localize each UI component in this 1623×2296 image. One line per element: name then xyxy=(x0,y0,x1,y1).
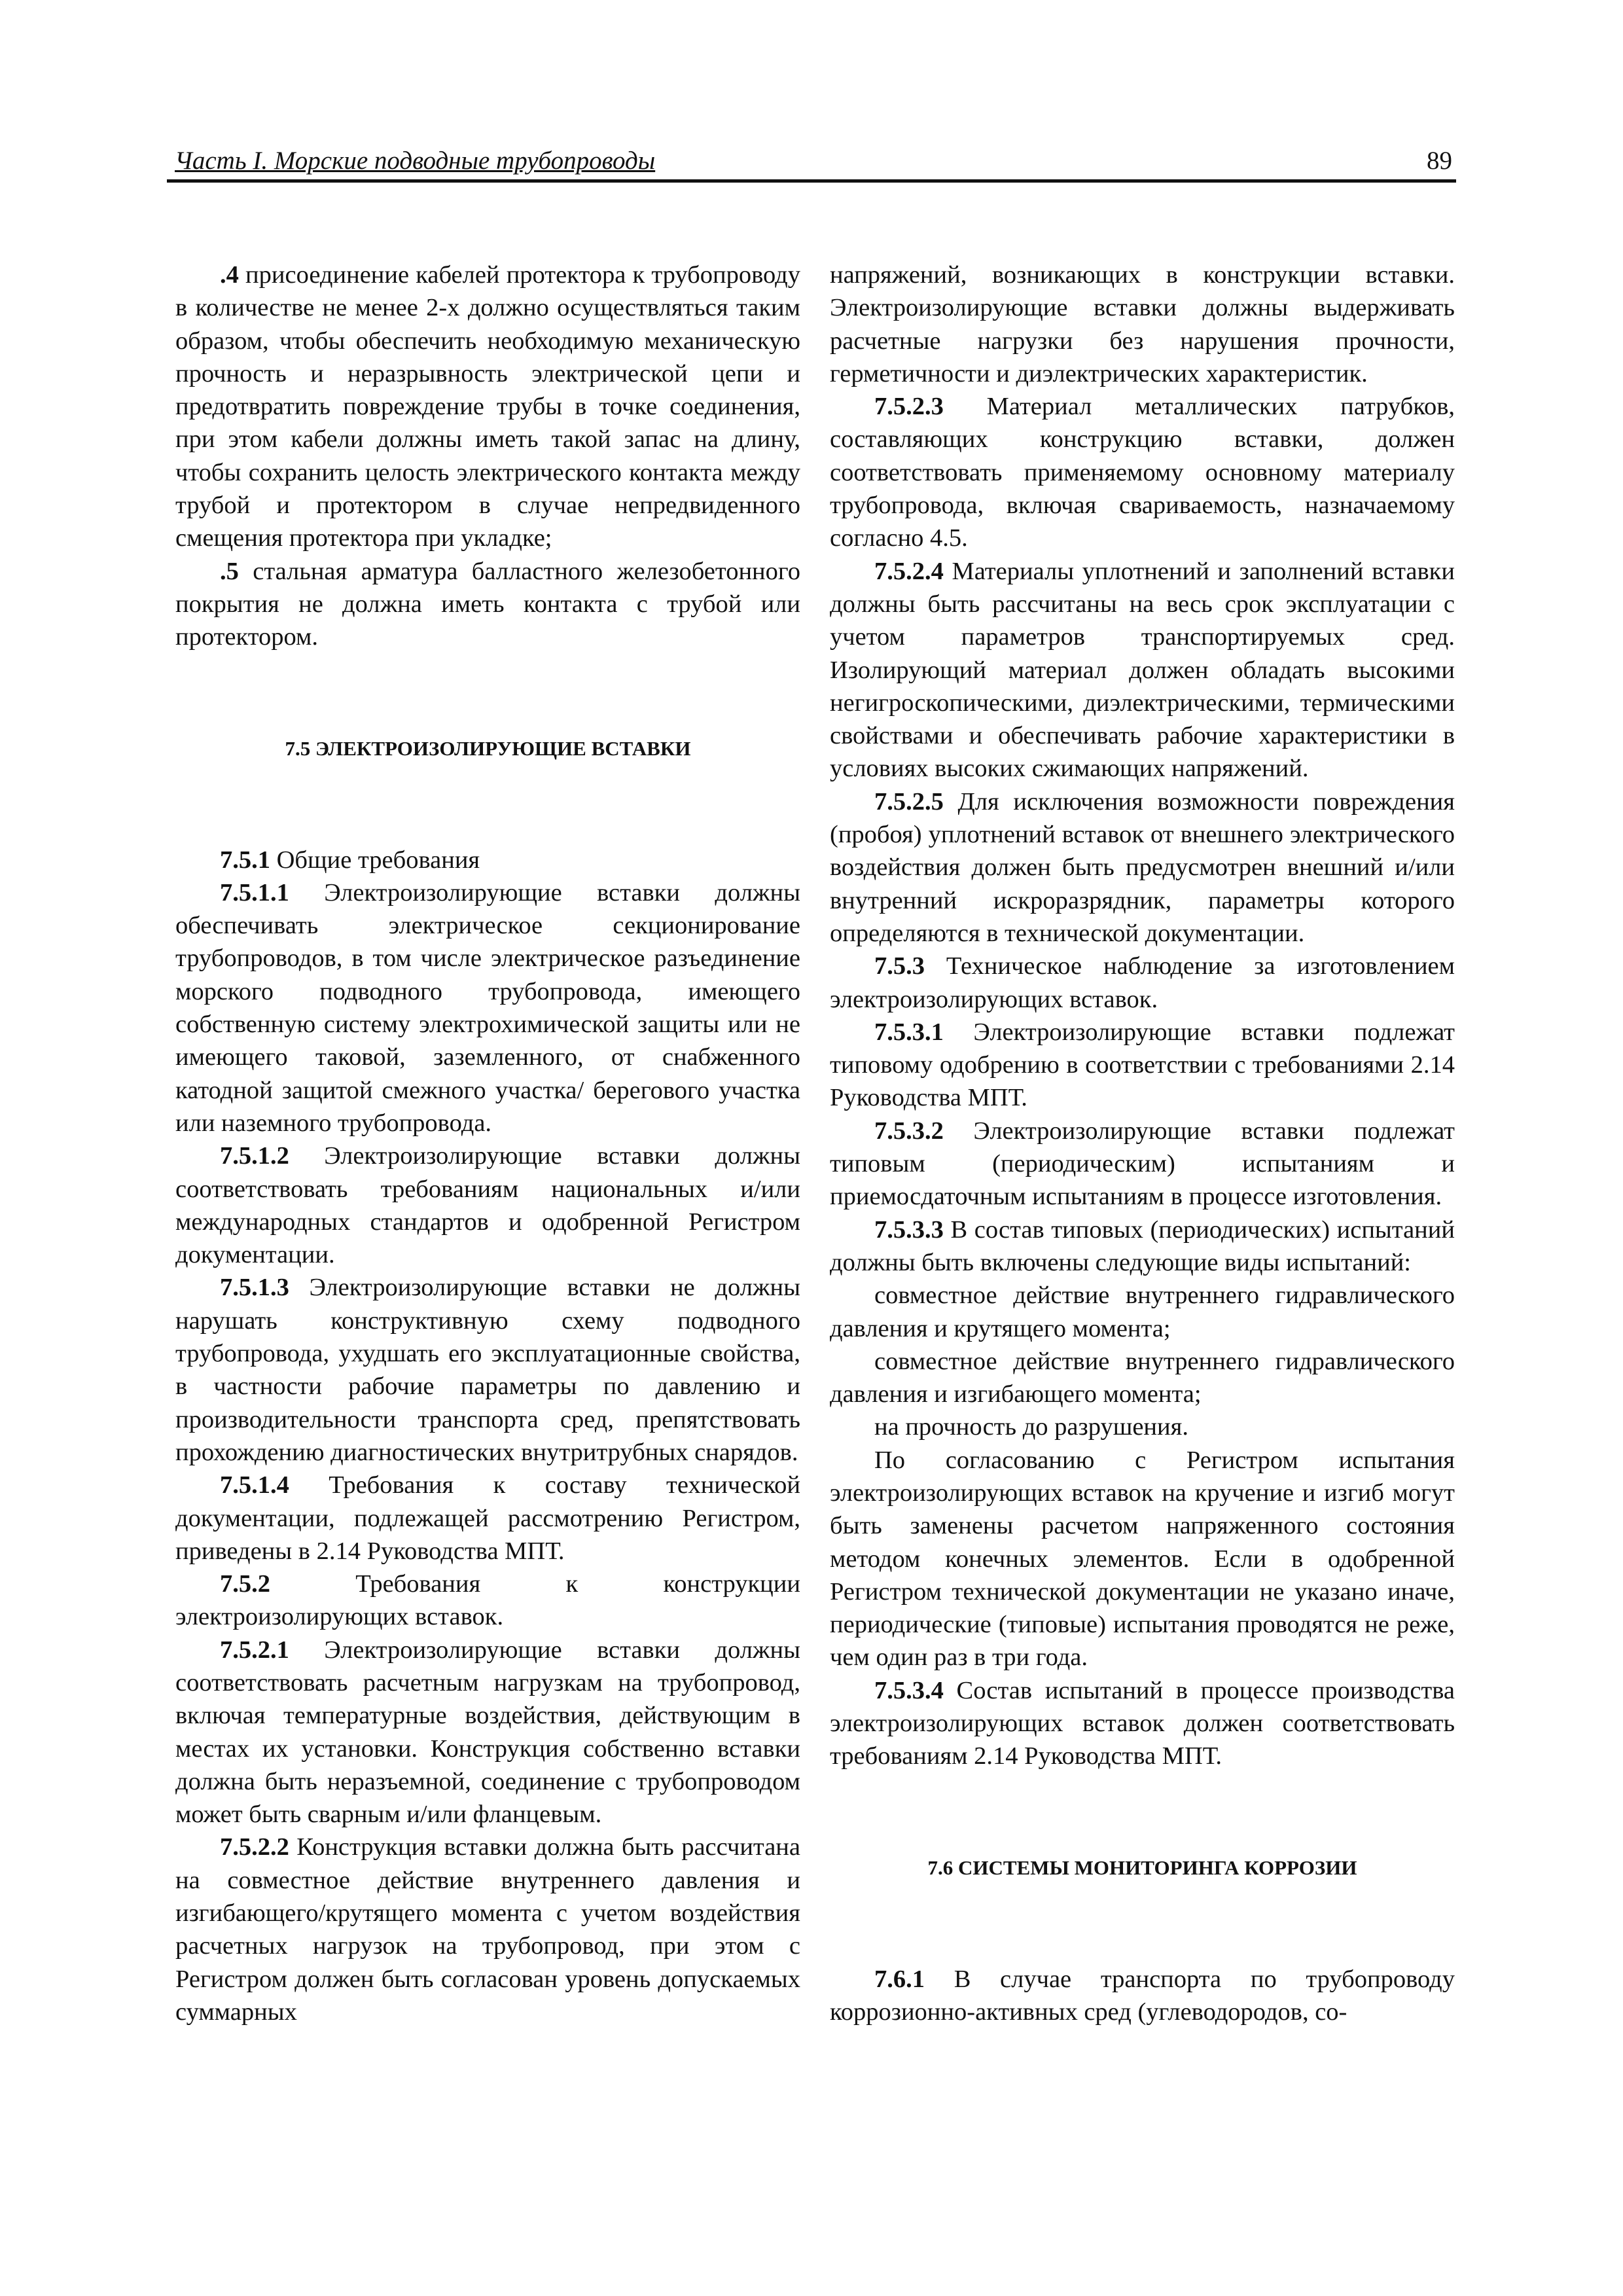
item-number: 7.5.3.2 xyxy=(874,1117,944,1145)
paragraph-text: Требования к составу технической документации, подлежащей рассмотрению Регистром, приведены в 2.14 Руководства МПТ. xyxy=(175,1471,800,1565)
paragraph xyxy=(175,1271,800,1469)
item-number: 7.5.3.3 xyxy=(874,1215,944,1244)
paragraph-text: Электроизолирующие вставки должны обеспечивать электрическое секционирование трубопроводов, в том числе электрическое разъединение морского подводного трубопровода, имеющего собственную систему электрохимической защиты или не имеющего таковой, заземленного, от снабженного катодной защитой смежного участка/ берегового участка или наземного трубопровода. xyxy=(175,878,800,1137)
item-number: 7.5.2 xyxy=(220,1570,270,1598)
paragraph-text: Материалы уплотнений и заполнений вставки должны быть рассчитаны на весь срок эксплуатации с учетом параметров транспортируемых сред. Изолирующий материал должен обладать высокими негигроскопическими, диэлектрическими, термическими свойствами и обеспечивать рабочие характеристики в условиях высоких сжимающих напряжений. xyxy=(830,557,1455,783)
paragraph-text: стальная арматура балластного железобетонного покрытия не должна иметь контакта с трубой или протектором. xyxy=(175,557,800,651)
paragraph-text: Для исключения возможности повреждения (пробоя) уплотнений вставок от внешнего электрического воздействия должен быть предусмотрен внешний и/или внутренний искроразрядник, параметры которого определяются в технической документации. xyxy=(830,787,1455,947)
paragraph xyxy=(175,1568,800,1634)
item-number: 7.5.2.4 xyxy=(874,557,944,585)
paragraph: По согласованию с Регистром испытания электроизолирующих вставок на кручение и изгиб могут быть заменены расчетом напряженного состояния методом конечных элементов. Если в одобренной Регистром технической документации не указано иначе, периодические (типовые) испытания проводятся не реже, чем один раз в три года. xyxy=(830,1446,1455,1672)
paragraph-text: Электроизолирующие вставки должны соответствовать расчетным нагрузкам на трубопровод, включая температурные воздействия, действующим в местах их установки. Конструкция собственно вставки должна быть неразъемной, соединение с трубопроводом может быть сварным и/или фланцевым. xyxy=(175,1636,800,1829)
paragraph xyxy=(830,1213,1455,1280)
paragraph-text: Электроизолирующие вставки подлежат типовым (периодическим) испытаниям и приемосдаточным испытаниям в процессе изготовления. xyxy=(830,1117,1455,1211)
paragraph-continued: напряжений, возникающих в конструкции вставки. Электроизолирующие вставки должны выдерживать расчетные нагрузки без нарушения прочности, герметичности и диэлектрических характеристик. xyxy=(830,261,1455,387)
header-title: Часть I. Морские подводные трубопроводы xyxy=(175,147,656,175)
list-item: совместное действие внутреннего гидравлического давления и крутящего момента; xyxy=(830,1282,1455,1342)
item-number: .4 xyxy=(220,261,239,289)
item-number: 7.5.2.5 xyxy=(874,787,944,816)
item-number: 7.5.3 xyxy=(874,952,925,980)
running-header xyxy=(167,139,1456,183)
paragraph-text: Конструкция вставки должна быть рассчитана на совместное действие внутреннего давления и изгибающего/крутящего момента с учетом воздействия расчетных нагрузок на трубопровод, при этом с Регистром должен быть согласован уровень допускаемых суммарных xyxy=(175,1833,800,2026)
paragraph xyxy=(175,555,800,654)
left-column xyxy=(175,259,800,2028)
paragraph-text: Электроизолирующие вставки не должны нарушать конструктивную схему подводного трубопровода, ухудшать его эксплуатационные свойства, в частности рабочие параметры по давлению и производительности транспорта сред, препятствовать прохождению диагностических внутритрубных снарядов. xyxy=(175,1274,800,1466)
item-number: 7.5.2.2 xyxy=(220,1833,289,1861)
paragraph xyxy=(175,1139,800,1271)
paragraph xyxy=(830,950,1455,1016)
paragraph-text: Электроизолирующие вставки должны соответствовать требованиям национальных и/или международных стандартов и одобренной Регистром документации. xyxy=(175,1142,800,1269)
section-heading-7-6: 7.6 СИСТЕМЫ МОНИТОРИНГА КОРРОЗИИ xyxy=(927,1856,1357,1879)
item-number: 7.6.1 xyxy=(874,1965,925,1993)
item-number: .5 xyxy=(220,557,239,585)
paragraph xyxy=(830,555,1455,785)
paragraph xyxy=(175,844,800,876)
paragraph xyxy=(175,1831,800,2028)
paragraph-text: Материал металлических патрубков, составляющих конструкцию вставки, должен соответствовать применяемому основному материалу трубопровода, включая свариваемость, назначаемому согласно 4.5. xyxy=(830,393,1455,552)
paragraph xyxy=(830,1674,1455,1773)
item-number: 7.5.2.3 xyxy=(874,393,944,421)
paragraph xyxy=(830,785,1455,950)
item-number: 7.5.1.2 xyxy=(220,1142,289,1170)
paragraph xyxy=(830,390,1455,554)
item-number: 7.5.3.4 xyxy=(874,1676,944,1704)
paragraph-text: В случае транспорта по трубопроводу коррозионно-активных сред (углеводородов, со- xyxy=(830,1965,1455,2026)
paragraph-text: В состав типовых (периодических) испытаний должны быть включены следующие виды испытаний: xyxy=(830,1215,1455,1276)
paragraph-text: Техническое наблюдение за изготовлением электроизолирующих вставок. xyxy=(830,952,1455,1013)
item-number: 7.5.2.1 xyxy=(220,1636,289,1664)
paragraph xyxy=(175,1469,800,1568)
list-item: совместное действие внутреннего гидравлического давления и изгибающего момента; xyxy=(830,1347,1455,1408)
item-number: 7.5.1.1 xyxy=(220,878,289,906)
paragraph xyxy=(830,1016,1455,1115)
list-item: на прочность до разрушения. xyxy=(874,1413,1188,1441)
paragraph-text: Электроизолирующие вставки подлежат типовому одобрению в соответствии с требованиями 2.14 Руководства МПТ. xyxy=(830,1018,1455,1112)
paragraph-text: Требования к конструкции электроизолирующих вставок. xyxy=(175,1570,800,1631)
paragraph xyxy=(175,1634,800,1831)
item-number: 7.5.1 xyxy=(220,846,270,874)
section-heading-7-5: 7.5 ЭЛЕКТРОИЗОЛИРУЮЩИЕ ВСТАВКИ xyxy=(285,736,691,760)
paragraph-text: присоединение кабелей протектора к трубопроводу в количестве не менее 2-х должно осуществляться таким образом, чтобы обеспечить необходимую механическую прочность и неразрывность электрической цепи и предотвратить повреждение трубы в точке соединения, при этом кабели должны иметь такой запас на длину, чтобы сохранить целость электрического контакта между трубой и протектором в случае непредвиденного смещения протектора при укладке; xyxy=(175,261,800,552)
paragraph xyxy=(830,1115,1455,1213)
paragraph-text: Состав испытаний в процессе производства электроизолирующих вставок должен соответствовать требованиям 2.14 Руководства МПТ. xyxy=(830,1676,1455,1770)
page-number: 89 xyxy=(1427,147,1452,175)
paragraph xyxy=(175,876,800,1139)
item-number: 7.5.3.1 xyxy=(874,1018,944,1046)
right-column xyxy=(830,259,1455,2028)
paragraph-text: Общие требования xyxy=(270,846,480,874)
item-number: 7.5.1.4 xyxy=(220,1471,289,1499)
paragraph xyxy=(830,1963,1455,2029)
paragraph xyxy=(175,259,800,555)
item-number: 7.5.1.3 xyxy=(220,1274,289,1302)
